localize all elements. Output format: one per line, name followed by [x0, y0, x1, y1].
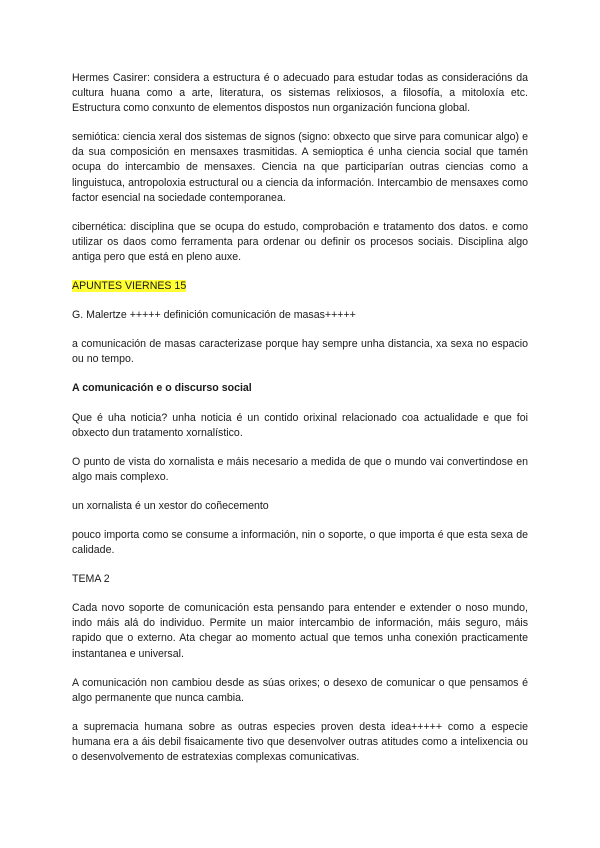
- section-heading-discurso-social: A comunicación e o discurso social: [72, 382, 252, 395]
- paragraph-pouco-importa: pouco importa como se consume a información, nin o soporte, o que importa é que esta sexa de calidade.: [72, 528, 528, 557]
- section-heading-tema-2: TEMA 2: [72, 573, 110, 586]
- paragraph-noticia: Que é uha noticia? unha noticia é un contido orixinal relacionado coa actualidade e que foi obxecto dun tratamento xornalístico.: [72, 411, 528, 439]
- paragraph-supremacia: a supremacia humana sobre as outras especies proven desta idea+++++ como a especie humana era a áis debil fisaicamente tivo que desenvolver outras atitudes como a intelixencia ou o desenvolvemento de estratexias complexas comunicativas.: [72, 720, 528, 763]
- paragraph-malertze: G. Malertze +++++ definición comunicación de masas+++++: [72, 309, 356, 322]
- apuntes-highlighted-heading: APUNTES VIERNES 15: [72, 280, 187, 293]
- paragraph-cibernetica: cibernética: disciplina que se ocupa do estudo, comprobación e tratamento dos datos. e como utilizar os daos como ferramenta para ordenar ou definir os procesos sociais. Disciplina algo antiga pero que está en pleno auxe.: [72, 220, 528, 263]
- paragraph-xestor: un xornalista é un xestor do coñecemento: [72, 499, 269, 512]
- paragraph-cada-novo-soporte: Cada novo soporte de comunicación esta pensando para entender e extender o noso mundo, indo máis alá do individuo. Permite un maior intercambio de información, máis seguro, máis rapido que o externo. Ata chegar ao momento actual que temos unha conexión practicamente instantanea e universal.: [72, 602, 528, 660]
- paragraph-non-cambiou: A comunicación non cambiou desde as súas orixes; o desexo de comunicar o que pensamos é algo permanente que nunca cambia.: [72, 676, 528, 704]
- paragraph-semiotica: semiótica: ciencia xeral dos sistemas de signos (signo: obxecto que sirve para comunicar algo) e da sua composición en mensaxes trasmitidas. A semioptica é unha ciencia social que tamén ocupa do intercambio de mensaxes. Ciencia na que participarían outras ciencias como a linguistuca, antropoloxia estructural ou a ciencia da información. Intercambio de mensaxes como factor esencial na sociedade contemporanea.: [72, 131, 528, 204]
- paragraph-comunicacion-masas: a comunicación de masas caracterizase porque hay sempre unha distancia, xa sexa no espacio ou no tempo.: [72, 338, 528, 366]
- paragraph-hermes-casirer: Hermes Casirer: considera a estructura é o adecuado para estudar todas as consideracións da cultura huana como a arte, literatura, os sistemas relixiosos, a filosofía, a mitoloxía etc. Estructura como conxunto de elementos dispostos nun organización funciona global.: [72, 72, 528, 115]
- paragraph-punto-vista: O punto de vista do xornalista e máis necesario a medida de que o mundo vai convertindose en algo mais complexo.: [72, 455, 528, 483]
- apuntes-heading-line: [72, 279, 528, 294]
